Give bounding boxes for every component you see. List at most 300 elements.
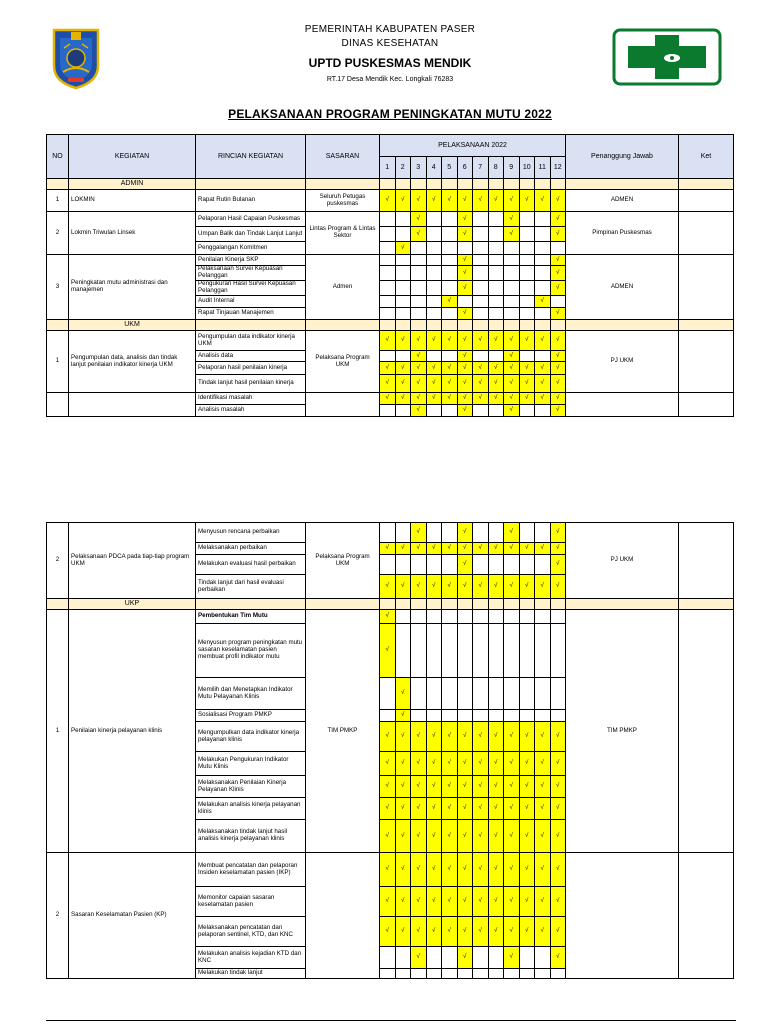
month-check-cell: √ [488, 722, 504, 752]
month-check-cell: √ [442, 887, 458, 917]
section-empty-cell [442, 320, 458, 331]
remarks-cell [679, 523, 734, 599]
section-empty-cell [380, 320, 396, 331]
month-empty-cell [411, 678, 427, 710]
month-empty-cell [380, 969, 396, 979]
month-empty-cell [457, 610, 473, 624]
month-check-cell: √ [457, 281, 473, 296]
month-check-cell: √ [550, 820, 566, 853]
month-empty-cell [426, 405, 442, 417]
remarks-cell [679, 331, 734, 393]
section-row [47, 320, 734, 331]
month-empty-cell [488, 555, 504, 575]
month-check-cell: √ [535, 917, 551, 947]
month-check-cell: √ [442, 853, 458, 887]
month-empty-cell [426, 212, 442, 227]
month-empty-cell [426, 351, 442, 362]
month-empty-cell [504, 678, 520, 710]
month-check-cell: √ [411, 575, 427, 599]
month-empty-cell [519, 969, 535, 979]
month-empty-cell [442, 281, 458, 296]
month-check-cell: √ [457, 820, 473, 853]
month-check-cell: √ [442, 752, 458, 776]
month-check-cell: √ [380, 190, 396, 212]
activity-detail: Pengukuran Hasil Survei Kepuasan Pelanggan [196, 281, 306, 296]
month-check-cell: √ [426, 776, 442, 798]
activity-detail: Melakukan analisis kinerja pelayanan klinis [196, 798, 306, 820]
section-empty-cell [566, 599, 679, 610]
section-empty-cell [473, 320, 489, 331]
month-empty-cell [473, 266, 489, 281]
month-check-cell: √ [426, 853, 442, 887]
section-empty-cell [679, 179, 734, 190]
section-empty-cell [395, 320, 411, 331]
month-check-cell: √ [457, 776, 473, 798]
month-empty-cell [519, 555, 535, 575]
month-empty-cell [426, 227, 442, 242]
month-check-cell: √ [488, 917, 504, 947]
month-check-cell: √ [457, 375, 473, 393]
month-empty-cell [426, 308, 442, 320]
month-check-cell: √ [457, 523, 473, 543]
month-empty-cell [380, 255, 396, 266]
month-check-cell: √ [473, 362, 489, 375]
month-check-cell: √ [535, 190, 551, 212]
month-empty-cell [395, 308, 411, 320]
month-empty-cell [535, 281, 551, 296]
month-empty-cell [535, 308, 551, 320]
table-row [47, 331, 734, 351]
activity-detail: Melaksanakan pencatatan dan pelaporan sentinel, KTD, dan KNC [196, 917, 306, 947]
month-check-cell: √ [442, 917, 458, 947]
month-empty-cell [504, 266, 520, 281]
month-empty-cell [426, 242, 442, 255]
month-empty-cell [457, 710, 473, 722]
month-empty-cell [550, 610, 566, 624]
month-check-cell: √ [411, 752, 427, 776]
org-name: UPTD PUSKESMAS MENDIK [308, 56, 472, 70]
activity-detail: Rapat Rutin Bulanan [196, 190, 306, 212]
target-audience: Lintas Program & Lintas Sektor [306, 212, 380, 255]
month-empty-cell [535, 242, 551, 255]
month-check-cell: √ [380, 331, 396, 351]
month-check-cell: √ [519, 853, 535, 887]
month-empty-cell [426, 610, 442, 624]
month-check-cell: √ [457, 722, 473, 752]
month-empty-cell [535, 947, 551, 969]
month-empty-cell [519, 212, 535, 227]
month-empty-cell [519, 523, 535, 543]
month-empty-cell [442, 624, 458, 678]
org-address: RT.17 Desa Mendik Kec. Longkali 76283 [326, 76, 454, 83]
section-empty-cell [196, 320, 306, 331]
month-check-cell: √ [457, 798, 473, 820]
month-empty-cell [395, 212, 411, 227]
month-check-cell: √ [411, 798, 427, 820]
month-check-cell: √ [380, 375, 396, 393]
target-audience [306, 393, 380, 417]
month-check-cell: √ [395, 710, 411, 722]
month-check-cell: √ [426, 917, 442, 947]
month-empty-cell [442, 212, 458, 227]
month-empty-cell [442, 969, 458, 979]
month-header: 1 [380, 157, 396, 179]
remarks-cell [679, 255, 734, 320]
section-empty-cell [196, 599, 306, 610]
responsible-person [566, 853, 679, 979]
month-empty-cell [442, 947, 458, 969]
month-check-cell: √ [380, 543, 396, 555]
month-check-cell: √ [457, 543, 473, 555]
header-kegiatan: KEGIATAN [69, 135, 196, 179]
month-empty-cell [395, 555, 411, 575]
section-empty-cell [535, 179, 551, 190]
month-check-cell: √ [395, 776, 411, 798]
month-check-cell: √ [395, 375, 411, 393]
month-empty-cell [380, 266, 396, 281]
section-empty-cell [519, 599, 535, 610]
month-check-cell: √ [411, 351, 427, 362]
month-empty-cell [535, 212, 551, 227]
month-empty-cell [519, 255, 535, 266]
month-empty-cell [442, 242, 458, 255]
month-check-cell: √ [473, 375, 489, 393]
month-empty-cell [457, 624, 473, 678]
activity-detail: Penggalangan Komitmen [196, 242, 306, 255]
month-empty-cell [473, 523, 489, 543]
month-check-cell: √ [504, 375, 520, 393]
month-check-cell: √ [395, 917, 411, 947]
section-empty-cell [306, 179, 380, 190]
section-empty-cell [457, 599, 473, 610]
activity-detail: Melaksanakan perbaikan [196, 543, 306, 555]
month-check-cell: √ [426, 820, 442, 853]
section-name: ADMIN [69, 179, 196, 190]
month-empty-cell [395, 281, 411, 296]
month-check-cell: √ [519, 887, 535, 917]
month-empty-cell [519, 296, 535, 308]
month-check-cell: √ [457, 853, 473, 887]
month-check-cell: √ [535, 393, 551, 405]
month-check-cell: √ [488, 752, 504, 776]
month-check-cell: √ [504, 917, 520, 947]
table-row [47, 212, 734, 227]
month-empty-cell [442, 255, 458, 266]
month-empty-cell [519, 242, 535, 255]
month-empty-cell [442, 523, 458, 543]
section-empty-cell [488, 179, 504, 190]
month-check-cell: √ [473, 776, 489, 798]
month-check-cell: √ [442, 296, 458, 308]
month-empty-cell [488, 969, 504, 979]
month-check-cell: √ [550, 523, 566, 543]
section-empty-cell [380, 179, 396, 190]
month-empty-cell [535, 710, 551, 722]
month-check-cell: √ [395, 678, 411, 710]
month-check-cell: √ [380, 853, 396, 887]
month-empty-cell [457, 242, 473, 255]
month-empty-cell [457, 296, 473, 308]
month-empty-cell [504, 296, 520, 308]
month-empty-cell [395, 523, 411, 543]
month-check-cell: √ [457, 752, 473, 776]
responsible-person: TIM PMKP [566, 610, 679, 853]
month-check-cell: √ [426, 752, 442, 776]
month-empty-cell [411, 969, 427, 979]
target-audience: Pelaksana Program UKM [306, 331, 380, 393]
activity-detail: Melaksanakan tindak lanjut hasil analisis kinerja pelayanan klinis [196, 820, 306, 853]
month-check-cell: √ [457, 351, 473, 362]
month-check-cell: √ [380, 776, 396, 798]
month-empty-cell [535, 405, 551, 417]
month-empty-cell [473, 308, 489, 320]
month-empty-cell [395, 610, 411, 624]
activity-detail: Penilaian Kinerja SKP [196, 255, 306, 266]
month-check-cell: √ [411, 947, 427, 969]
month-check-cell: √ [411, 331, 427, 351]
month-check-cell: √ [519, 362, 535, 375]
month-check-cell: √ [395, 190, 411, 212]
month-empty-cell [426, 947, 442, 969]
month-empty-cell [473, 969, 489, 979]
month-check-cell: √ [442, 722, 458, 752]
section-empty-cell [306, 599, 380, 610]
month-empty-cell [550, 678, 566, 710]
month-check-cell: √ [442, 543, 458, 555]
activity-detail: Tindak lanjut dari hasil evaluasi perbaikan [196, 575, 306, 599]
month-check-cell: √ [550, 752, 566, 776]
month-check-cell: √ [473, 190, 489, 212]
month-check-cell: √ [504, 190, 520, 212]
month-check-cell: √ [550, 776, 566, 798]
activity-no: 2 [47, 853, 69, 979]
month-check-cell: √ [519, 331, 535, 351]
schedule-table-page2 [46, 522, 734, 979]
month-check-cell: √ [504, 752, 520, 776]
month-empty-cell [488, 947, 504, 969]
month-empty-cell [426, 678, 442, 710]
month-empty-cell [488, 678, 504, 710]
month-check-cell: √ [519, 798, 535, 820]
month-check-cell: √ [550, 798, 566, 820]
month-check-cell: √ [380, 752, 396, 776]
month-check-cell: √ [550, 575, 566, 599]
month-check-cell: √ [504, 776, 520, 798]
activity-detail: Melaksanakan Penilaian Kinerja Pelayanan Klinis [196, 776, 306, 798]
month-check-cell: √ [550, 362, 566, 375]
month-check-cell: √ [473, 393, 489, 405]
month-check-cell: √ [426, 190, 442, 212]
month-empty-cell [426, 555, 442, 575]
section-empty-cell [488, 320, 504, 331]
month-check-cell: √ [457, 266, 473, 281]
month-empty-cell [535, 255, 551, 266]
month-check-cell: √ [380, 610, 396, 624]
month-empty-cell [488, 351, 504, 362]
month-check-cell: √ [504, 887, 520, 917]
month-empty-cell [426, 969, 442, 979]
month-check-cell: √ [380, 362, 396, 375]
month-check-cell: √ [519, 722, 535, 752]
activity-name: Pengumpulan data, analisis dan tindak lanjut penilaian indikator kinerja UKM [69, 331, 196, 393]
month-check-cell: √ [488, 776, 504, 798]
activity-detail: Audit Internal [196, 296, 306, 308]
month-empty-cell [426, 523, 442, 543]
month-empty-cell [504, 969, 520, 979]
activity-name: Sasaran Keselamatan Pasien (KP) [69, 853, 196, 979]
month-check-cell: √ [395, 362, 411, 375]
month-check-cell: √ [504, 362, 520, 375]
month-empty-cell [395, 266, 411, 281]
month-check-cell: √ [504, 820, 520, 853]
month-check-cell: √ [550, 887, 566, 917]
activity-detail: Pelaporan Hasil Capaian Puskesmas [196, 212, 306, 227]
month-empty-cell [519, 405, 535, 417]
month-header: 12 [550, 157, 566, 179]
month-check-cell: √ [488, 543, 504, 555]
month-empty-cell [550, 969, 566, 979]
month-check-cell: √ [411, 405, 427, 417]
month-check-cell: √ [519, 820, 535, 853]
activity-no: 1 [47, 190, 69, 212]
section-row [47, 179, 734, 190]
activity-detail: Membuat pencatatan dan pelaporan Insiden keselamatan pasien (IKP) [196, 853, 306, 887]
month-check-cell: √ [550, 543, 566, 555]
responsible-person: PJ UKM [566, 331, 679, 393]
month-check-cell: √ [457, 362, 473, 375]
month-empty-cell [395, 351, 411, 362]
month-empty-cell [504, 281, 520, 296]
month-check-cell: √ [504, 798, 520, 820]
month-check-cell: √ [457, 917, 473, 947]
month-empty-cell [380, 405, 396, 417]
month-check-cell: √ [380, 887, 396, 917]
month-empty-cell [504, 610, 520, 624]
month-header: 6 [457, 157, 473, 179]
month-empty-cell [473, 281, 489, 296]
month-empty-cell [488, 308, 504, 320]
month-check-cell: √ [395, 722, 411, 752]
month-check-cell: √ [411, 523, 427, 543]
month-check-cell: √ [457, 393, 473, 405]
month-empty-cell [504, 624, 520, 678]
month-empty-cell [457, 969, 473, 979]
month-check-cell: √ [504, 212, 520, 227]
activity-detail: Pelaporan hasil penilaian kinerja [196, 362, 306, 375]
header-penanggung-jawab: Penanggung Jawab [566, 135, 679, 179]
letterhead [0, 0, 768, 100]
table-header [47, 135, 734, 179]
section-name: UKM [69, 320, 196, 331]
section-empty-cell [504, 179, 520, 190]
month-empty-cell [488, 405, 504, 417]
month-empty-cell [442, 227, 458, 242]
section-empty-cell [679, 599, 734, 610]
month-empty-cell [535, 266, 551, 281]
month-check-cell: √ [411, 722, 427, 752]
month-check-cell: √ [473, 820, 489, 853]
month-empty-cell [488, 255, 504, 266]
activity-no: 3 [47, 255, 69, 320]
month-empty-cell [395, 296, 411, 308]
remarks-cell [679, 853, 734, 979]
activity-no: 2 [47, 523, 69, 599]
table-row [47, 393, 734, 405]
month-empty-cell [380, 242, 396, 255]
month-empty-cell [519, 710, 535, 722]
month-empty-cell [442, 678, 458, 710]
month-check-cell: √ [426, 543, 442, 555]
section-empty-cell [504, 320, 520, 331]
month-empty-cell [442, 710, 458, 722]
month-check-cell: √ [535, 853, 551, 887]
month-check-cell: √ [426, 575, 442, 599]
month-check-cell: √ [457, 575, 473, 599]
month-check-cell: √ [535, 331, 551, 351]
month-check-cell: √ [457, 405, 473, 417]
section-empty-cell [457, 179, 473, 190]
month-empty-cell [488, 242, 504, 255]
month-empty-cell [395, 947, 411, 969]
section-no-cell [47, 599, 69, 610]
activity-detail: Pembentukan Tim Mutu [196, 610, 306, 624]
month-check-cell: √ [426, 798, 442, 820]
activity-detail: Menyusun rencana perbaikan [196, 523, 306, 543]
section-empty-cell [519, 179, 535, 190]
month-check-cell: √ [411, 543, 427, 555]
month-check-cell: √ [550, 331, 566, 351]
month-check-cell: √ [457, 190, 473, 212]
month-check-cell: √ [411, 393, 427, 405]
month-empty-cell [504, 255, 520, 266]
month-empty-cell [488, 523, 504, 543]
month-check-cell: √ [395, 853, 411, 887]
month-check-cell: √ [504, 722, 520, 752]
month-empty-cell [411, 308, 427, 320]
month-empty-cell [550, 710, 566, 722]
section-empty-cell [395, 599, 411, 610]
month-check-cell: √ [457, 887, 473, 917]
month-check-cell: √ [411, 853, 427, 887]
month-check-cell: √ [395, 887, 411, 917]
section-empty-cell [426, 179, 442, 190]
month-check-cell: √ [473, 543, 489, 555]
month-check-cell: √ [380, 575, 396, 599]
month-check-cell: √ [535, 776, 551, 798]
month-empty-cell [411, 242, 427, 255]
responsible-person [566, 393, 679, 417]
month-header: 10 [519, 157, 535, 179]
month-check-cell: √ [504, 947, 520, 969]
month-empty-cell [519, 947, 535, 969]
month-check-cell: √ [488, 190, 504, 212]
target-audience: Admen [306, 255, 380, 320]
month-check-cell: √ [535, 362, 551, 375]
month-check-cell: √ [488, 853, 504, 887]
month-check-cell: √ [519, 917, 535, 947]
month-empty-cell [519, 678, 535, 710]
month-check-cell: √ [519, 575, 535, 599]
month-check-cell: √ [380, 798, 396, 820]
activity-name: Lokmin Triwulan Linsek [69, 212, 196, 255]
month-check-cell: √ [380, 722, 396, 752]
month-check-cell: √ [442, 798, 458, 820]
month-check-cell: √ [504, 227, 520, 242]
month-check-cell: √ [504, 575, 520, 599]
month-check-cell: √ [442, 575, 458, 599]
month-check-cell: √ [426, 887, 442, 917]
month-empty-cell [488, 296, 504, 308]
